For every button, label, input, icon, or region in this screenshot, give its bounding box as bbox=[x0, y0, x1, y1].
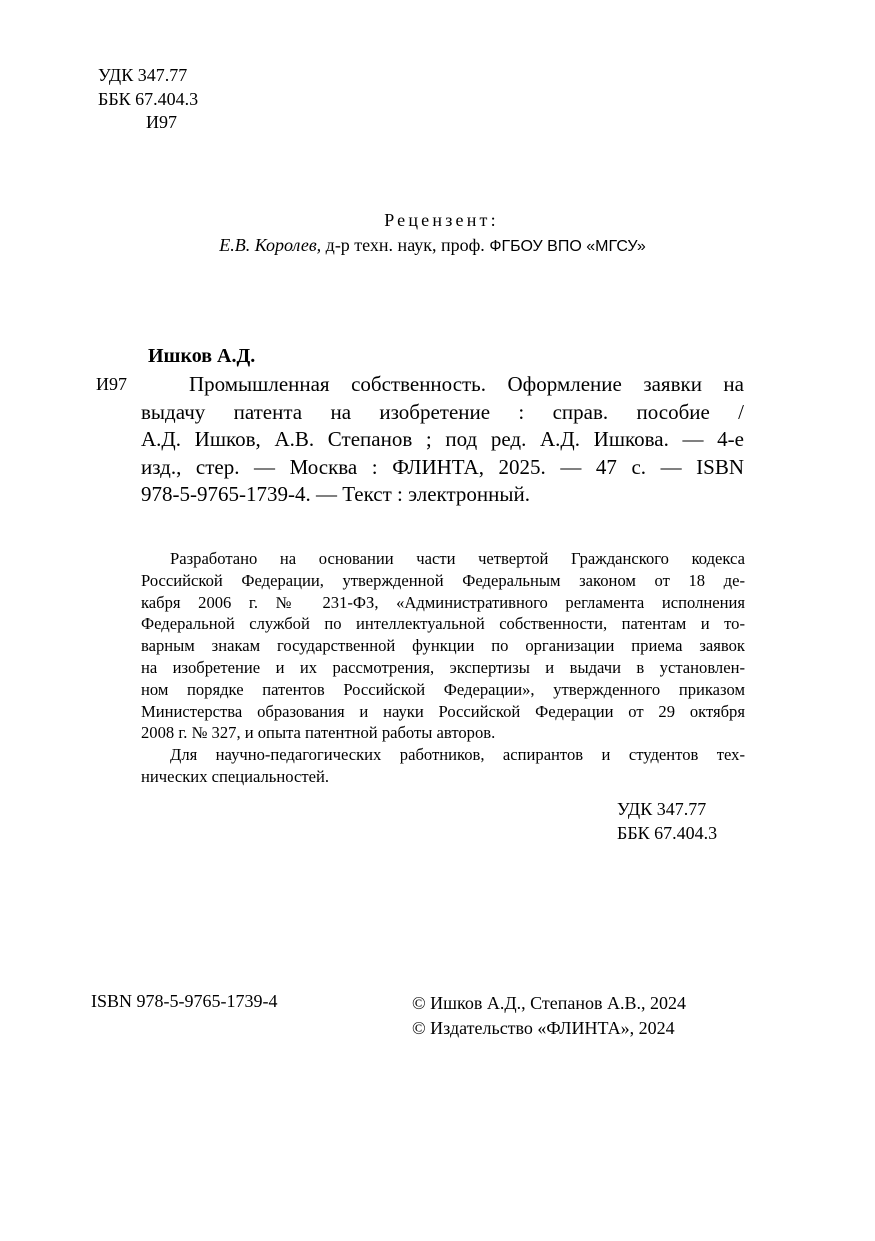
annotation-line: нических специальностей. bbox=[141, 766, 329, 786]
reviewer-line bbox=[0, 233, 875, 259]
record-line: 978-5-9765-1739-4. — Текст : электронный. bbox=[141, 482, 530, 506]
bbk-code: ББК 67.404.3 bbox=[617, 823, 718, 843]
record-line: А.Д. Ишков, А.В. Степанов ; под ред. А.Д. Ишкова. — 4-е bbox=[141, 427, 744, 451]
annotation-line: кабря 2006 г. № 231-ФЗ, «Административного регламента исполнения bbox=[141, 592, 745, 612]
reviewer-organization: ФГБОУ ВПО «МГСУ» bbox=[489, 238, 646, 255]
isbn: ISBN 978-5-9765-1739-4 bbox=[91, 991, 278, 1011]
annotation-line: на изобретение и их рассмотрения, экспертизы и выдачи в установлен- bbox=[141, 657, 745, 677]
annotation-line: Федеральной службой по интеллектуальной собственности, патентам и то- bbox=[141, 614, 745, 634]
annotation-line: варным знакам государственной функции по организации приема заявок bbox=[141, 636, 745, 656]
annotation-line: Российской Федерации, утвержденной Федеральным законом от 18 де- bbox=[141, 570, 745, 590]
record-line: изд., стер. — Москва : ФЛИНТА, 2025. — 47 с. — ISBN bbox=[141, 454, 744, 479]
classification-top bbox=[98, 64, 198, 135]
bibliographic-record bbox=[141, 371, 744, 509]
annotation-line: 2008 г. № 327, и опыта патентной работы авторов. bbox=[141, 723, 496, 743]
record-line: выдачу патента на изобретение : справ. пособие / bbox=[141, 399, 744, 424]
udk-code: УДК 347.77 bbox=[617, 799, 707, 819]
annotation-line: Разработано на основании части четвертой Гражданского кодекса bbox=[170, 549, 745, 568]
reviewer-heading: Рецензент: bbox=[384, 210, 499, 230]
record-line: Промышленная собственность. Оформление заявки на bbox=[189, 372, 744, 396]
bbk-code: ББК 67.404.3 bbox=[98, 88, 199, 109]
record-author-mark: И97 bbox=[96, 374, 127, 394]
annotation-line: Для научно-педагогических работников, аспирантов и студентов тех- bbox=[170, 745, 745, 765]
copyright-authors: © Ишков А.Д., Степанов А.В., 2024 bbox=[412, 993, 687, 1013]
annotation bbox=[141, 548, 745, 788]
classification-bottom bbox=[617, 797, 717, 845]
record-author: Ишков А.Д. bbox=[148, 345, 256, 367]
udk-code: УДК 347.77 bbox=[98, 65, 188, 85]
reviewer-block bbox=[0, 208, 875, 259]
copyright-publisher: © Издательство «ФЛИНТА», 2024 bbox=[412, 1018, 675, 1038]
annotation-line: Министерства образования и науки Российской Федерации от 29 октября bbox=[141, 701, 745, 721]
annotation-line: ном порядке патентов Российской Федерации», утвержденного приказом bbox=[141, 679, 745, 699]
author-mark: И97 bbox=[146, 112, 177, 132]
reviewer-degree: д-р техн. наук, проф. bbox=[321, 235, 490, 255]
copyright-block bbox=[412, 991, 686, 1041]
reviewer-name: Е.В. Королев, bbox=[219, 235, 322, 255]
